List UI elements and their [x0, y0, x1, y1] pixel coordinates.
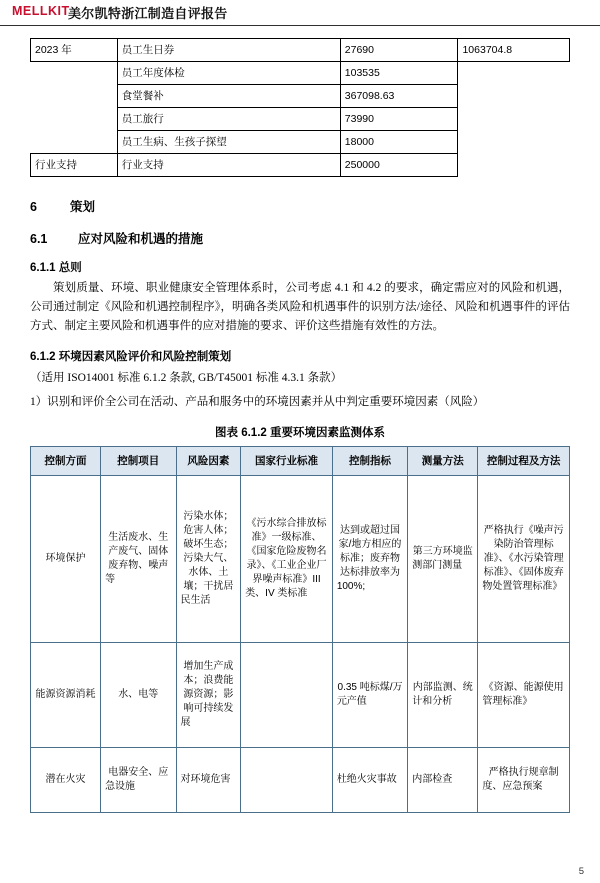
- cell-indicator: 杜绝火灾事故: [332, 748, 407, 813]
- section-title: 策划: [70, 200, 96, 214]
- cell-standard: 《污水综合排放标准》一级标准、《国家危险废物名录》、《工业企业厂界噪声标准》III 类、IV 类标准: [241, 476, 333, 643]
- cell-control: 严格执行规章制度、应急预案: [478, 748, 570, 813]
- table-row: [31, 62, 570, 85]
- cell-indicator: 0.35 吨标煤/万元产值: [332, 643, 407, 748]
- cell-amount: 367098.63: [340, 85, 458, 108]
- page-number: 5: [578, 866, 584, 877]
- cell-total: [458, 131, 570, 154]
- cell-measure: 第三方环境监测部门测量: [408, 476, 478, 643]
- cell-standard: [241, 748, 333, 813]
- cell-project: 电器安全、应急设施: [101, 748, 176, 813]
- list-item: 1）识别和评价全公司在活动、产品和服务中的环境因素并从中判定重要环境因素（风险）: [30, 396, 485, 408]
- standard-note: （适用 ISO14001 标准 6.1.2 条款, GB/T45001 标准 4.3.1 条款）: [30, 372, 343, 384]
- cell-risk: 增加生产成本；浪费能源资源；影响可持续发展: [176, 643, 241, 748]
- cell-measure: 内部监测、统计和分析: [408, 643, 478, 748]
- table-row: [31, 131, 570, 154]
- cell-year: [31, 108, 118, 131]
- subsection-heading: [30, 229, 570, 247]
- table-row: [31, 643, 570, 748]
- column-header-measure: 测量方法: [408, 447, 478, 476]
- subsection-number: 6.1: [30, 232, 48, 246]
- cell-aspect: 环境保护: [31, 476, 101, 643]
- cell-total: [458, 85, 570, 108]
- table-row: [31, 108, 570, 131]
- column-header-control: 控制过程及方法: [478, 447, 570, 476]
- cell-aspect: 能源资源消耗: [31, 643, 101, 748]
- welfare-table: [30, 38, 570, 177]
- cell-amount: 73990: [340, 108, 458, 131]
- cell-control: 《资源、能源使用管理标准》: [478, 643, 570, 748]
- cell-total: [458, 62, 570, 85]
- cell-risk: 对环境危害: [176, 748, 241, 813]
- document-content: [0, 26, 600, 813]
- cell-item: 员工生病、生孩子探望: [117, 131, 340, 154]
- subsection-title: 应对风险和机遇的措施: [78, 232, 204, 246]
- cell-item: 行业支持: [117, 154, 340, 177]
- column-header-indicator: 控制指标: [332, 447, 407, 476]
- figure-title: 图表 6.1.2 重要环境因素监测体系: [215, 427, 385, 439]
- cell-item: 员工旅行: [117, 108, 340, 131]
- column-header-standard: 国家行业标准: [241, 447, 333, 476]
- cell-year: 2023 年: [31, 39, 118, 62]
- cell-item: 员工生日券: [117, 39, 340, 62]
- clause-611-heading: 6.1.1 总则: [30, 262, 82, 274]
- table-row: [31, 154, 570, 177]
- cell-year: [31, 131, 118, 154]
- table-row: [31, 39, 570, 62]
- cell-year: 行业支持: [31, 154, 118, 177]
- cell-aspect: 潜在火灾: [31, 748, 101, 813]
- cell-year: [31, 62, 118, 85]
- environment-factor-table: [30, 446, 570, 813]
- table-header-row: [31, 447, 570, 476]
- cell-amount: 18000: [340, 131, 458, 154]
- header-title: 美尔凯特浙江制造自评报告: [68, 6, 228, 21]
- cell-item: 员工年度体检: [117, 62, 340, 85]
- column-header-risk: 风险因素: [176, 447, 241, 476]
- document-header: [0, 0, 600, 26]
- cell-amount: 250000: [340, 154, 458, 177]
- cell-project: 水、电等: [101, 643, 176, 748]
- cell-total: [458, 108, 570, 131]
- clause-612-heading: 6.1.2 环境因素风险评价和风险控制策划: [30, 351, 232, 363]
- cell-amount: 103535: [340, 62, 458, 85]
- clause-611-paragraph: 策划质量、环境、职业健康安全管理体系时，公司考虑 4.1 和 4.2 的要求，确定需应对的风险和机遇，公司通过制定《风险和机遇控制程序》，明确各类风险和机遇事件的识别方法/途径、风险和机遇事件的评估方式、制定主要风险和机遇事件的应对措施的要求、评价这些措施有效性的方法。: [30, 282, 570, 332]
- column-header-project: 控制项目: [101, 447, 176, 476]
- cell-item: 食堂餐补: [117, 85, 340, 108]
- cell-measure: 内部检查: [408, 748, 478, 813]
- cell-standard: [241, 643, 333, 748]
- table-row: [31, 85, 570, 108]
- table-row: [31, 748, 570, 813]
- cell-year: [31, 85, 118, 108]
- section-heading: [30, 197, 570, 215]
- cell-project: 生活废水、生产废气、固体废弃物、噪声等: [101, 476, 176, 643]
- column-header-aspect: 控制方面: [31, 447, 101, 476]
- cell-risk: 污染水体；危害人体；破坏生态；污染大气、水体、土壤；干扰居民生活: [176, 476, 241, 643]
- cell-amount: 27690: [340, 39, 458, 62]
- brand-logo: MELLKIT: [12, 4, 70, 18]
- cell-total: [458, 154, 570, 177]
- cell-control: 严格执行《噪声污染防治管理标准》、《水污染管理标准》、《固体废弃物处置管理标准》: [478, 476, 570, 643]
- cell-indicator: 达到或超过国家/地方相应的标准；废弃物达标排放率为 100%;: [332, 476, 407, 643]
- section-number: 6: [30, 200, 37, 214]
- table-row: [31, 476, 570, 643]
- cell-total: 1063704.8: [458, 39, 570, 62]
